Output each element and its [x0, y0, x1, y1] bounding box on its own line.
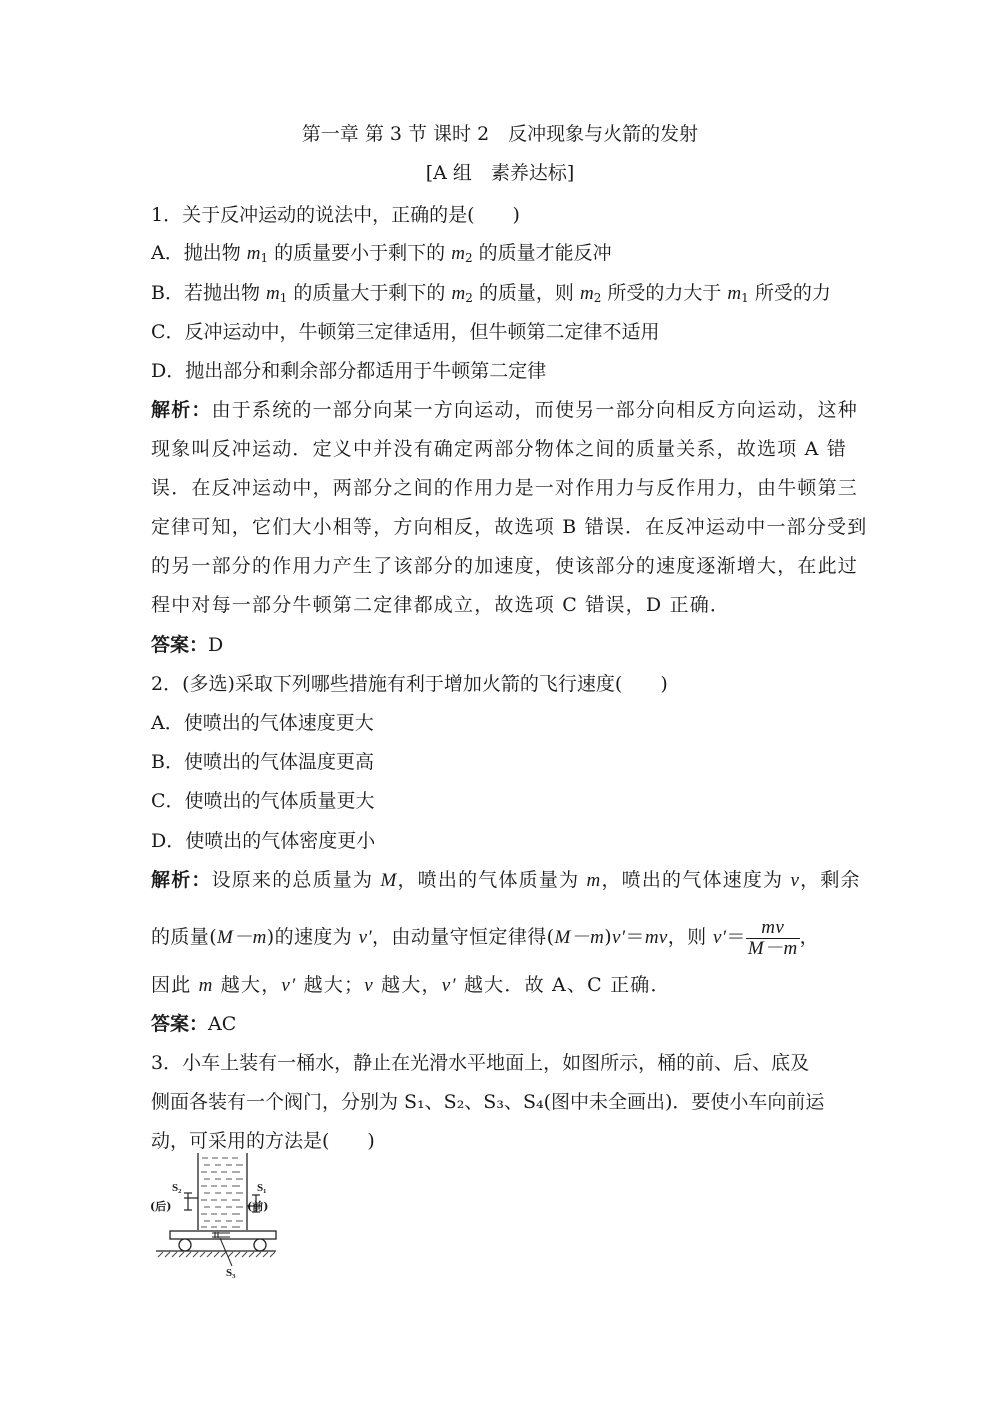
question-2-option-b: B．使喷出的气体温度更高: [151, 751, 374, 773]
valve-label-s3: S₃: [226, 1267, 236, 1279]
question-2-option-c: C．使喷出的气体质量更大: [151, 790, 375, 812]
question-1-option-d: D．抛出部分和剩余部分都适用于牛顿第二定律: [151, 360, 547, 382]
question-1-analysis-line: 的另一部分的作用力产生了该部分的加速度，使该部分的速度逐渐增大，在此过: [151, 555, 859, 577]
question-1-stem: 1．关于反冲运动的说法中，正确的是( ): [151, 204, 520, 226]
answer-label: 答案：: [151, 1013, 209, 1035]
valve-label-s2: S₂: [172, 1182, 182, 1194]
question-1-option-b: B．若抛出物 $m_1$ 的质量大于剩下的 $m_2$ 的质量，则 $m_2$ 所受的力大于 $m_1$ 所受的力: [151, 282, 831, 305]
valve-label-s1: S₁: [257, 1182, 267, 1194]
cart-bucket-figure: [148, 1150, 278, 1286]
analysis-label: 解析：: [151, 869, 212, 891]
question-1-analysis-line: 解析：由于系统的一部分向某一方向运动，而使另一部分向相反方向运动，这种: [151, 399, 859, 421]
cart-bucket-diagram-icon: [148, 1150, 278, 1286]
question-3-stem-line: 动，可采用的方法是( ): [151, 1130, 375, 1152]
question-2-option-a: A．使喷出的气体速度更大: [151, 712, 374, 734]
question-2-stem: 2．(多选)采取下列哪些措施有利于增加火箭的飞行速度( ): [151, 673, 668, 695]
answer-label: 答案：: [151, 634, 209, 656]
question-2-analysis-equation-line: 的质量(M－m)的速度为 v′，由动量守恒定律得(M－m)v′＝mv，则 v′＝ $\frac{mv}{M-m}$ ，: [151, 916, 819, 959]
question-1-analysis-line: 程中对每一部分牛顿第二定律都成立，故选项 C 错误，D 正确．: [151, 594, 731, 616]
question-3-stem-line: 侧面各装有一个阀门，分别为 S₁、S₂、S₃、S₄(图中未全画出)．要使小车向前运: [151, 1091, 825, 1113]
question-2-option-d: D．使喷出的气体密度更小: [151, 830, 376, 852]
question-2-answer: 答案：AC: [151, 1013, 237, 1035]
question-2-analysis-line: 因此 m 越大，v′ 越大；v 越大，v′ 越大．故 A、C 正确．: [151, 974, 671, 996]
question-1-option-c: C．反冲运动中，牛顿第三定律适用，但牛顿第二定律不适用: [151, 321, 660, 343]
fraction: $\frac{mv}{M-m}$: [747, 916, 798, 959]
question-1-analysis-line: 定律可知，它们大小相等，方向相反，故选项 B 错误．在反冲运动中一部分受到: [151, 516, 868, 538]
question-2-analysis-line: 解析：设原来的总质量为 M，喷出的气体质量为 m，喷出的气体速度为 v，剩余: [151, 869, 861, 891]
page-title: 第一章 第 3 节 课时 2 反冲现象与火箭的发射: [301, 123, 699, 145]
rear-label: (后): [150, 1200, 172, 1213]
question-3-stem-line: 3．小车上装有一桶水，静止在光滑水平地面上，如图所示，桶的前、后、底及: [151, 1052, 810, 1074]
question-1-option-a: A．抛出物 $m_1$ 的质量要小于剩下的 $m_2$ 的质量才能反冲: [151, 242, 612, 265]
section-subtitle: [A 组 素养达标]: [425, 162, 575, 184]
question-1-analysis-line: 现象叫反冲运动．定义中并没有确定两部分物体之间的质量关系，故选项 A 错: [151, 438, 848, 460]
analysis-label: 解析：: [151, 399, 212, 421]
question-1-analysis-line: 误．在反冲运动中，两部分之间的作用力是一对作用力与反作用力，由牛顿第三: [151, 477, 859, 499]
front-label: (前): [247, 1200, 269, 1213]
question-1-answer: 答案：D: [151, 634, 224, 656]
